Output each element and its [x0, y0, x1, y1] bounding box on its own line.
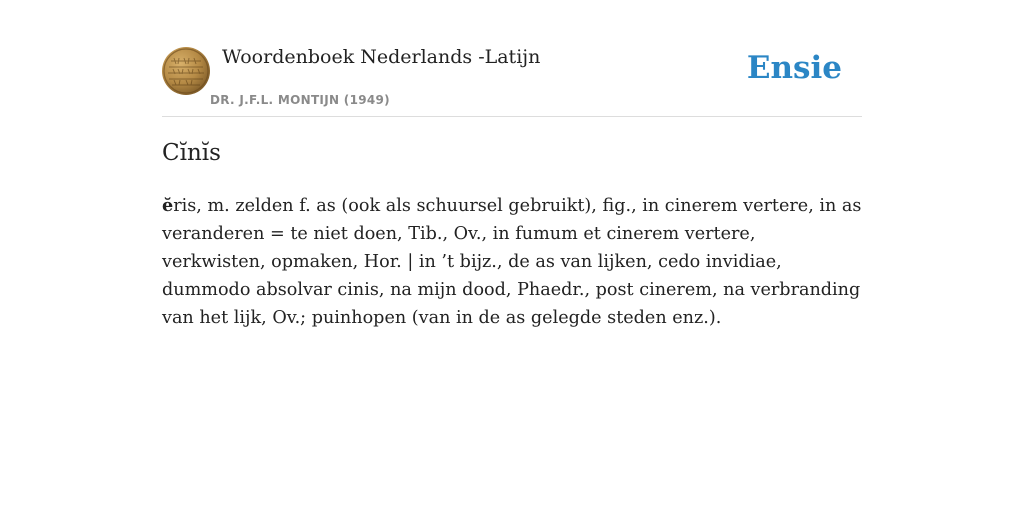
dictionary-author: DR. J.F.L. MONTIJN (1949) — [210, 93, 390, 107]
book-cover-coin-icon — [162, 47, 210, 95]
header — [162, 40, 862, 117]
entry-definition — [162, 192, 862, 332]
definition-text: ris, m. zelden f. as (ook als schuursel gebruikt), fig., in cinerem vertere, in as veranderen = te niet doen, Tib., Ov., in fumum et cinerem vertere, verkwisten, opmaken, Hor. | in ’t bijz., de as van lijken, cedo invidiae, dummodo absolvar cinis, na mijn dood, Phaedr., post cinerem, na verbranding van het lijk, Ov.; puinhopen (van in de as gelegde steden enz.). — [162, 196, 862, 328]
entry-headword: Cĭnĭs — [162, 140, 221, 166]
definition-lead: ĕ — [162, 195, 174, 216]
ensie-logo[interactable]: Ensie — [746, 50, 842, 86]
dictionary-title[interactable]: Woordenboek Nederlands -Latijn — [222, 46, 541, 68]
